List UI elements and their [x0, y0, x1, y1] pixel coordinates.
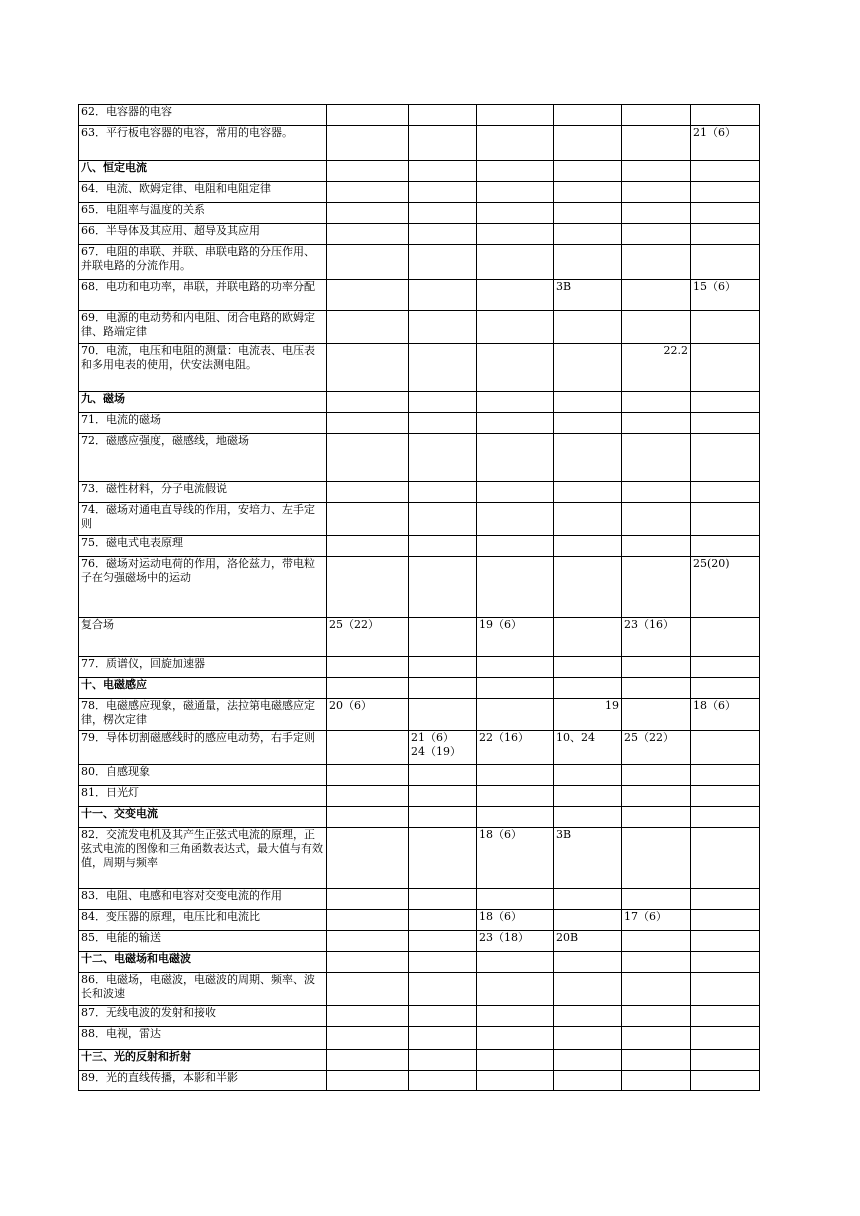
score-cell [622, 482, 691, 503]
score-cell [554, 678, 622, 699]
score-cell [477, 536, 554, 557]
score-cell: 18（6） [691, 699, 760, 731]
score-cell [327, 224, 409, 245]
score-cell [622, 931, 691, 952]
score-cell: 3B [554, 828, 622, 889]
score-cell [554, 392, 622, 413]
score-cell [622, 1071, 691, 1091]
score-cell [691, 807, 760, 828]
score-cell [554, 245, 622, 280]
score-cell [327, 786, 409, 807]
score-cell [691, 1050, 760, 1071]
score-cell [409, 503, 477, 536]
score-cell [327, 678, 409, 699]
score-cell [477, 182, 554, 203]
score-cell: 18（6） [477, 910, 554, 931]
score-cell [622, 503, 691, 536]
table-row [79, 786, 760, 807]
score-cell [691, 952, 760, 973]
score-cell [327, 203, 409, 224]
score-cell [477, 280, 554, 311]
topic-cell: 89．光的直线传播，本影和半影 [79, 1071, 327, 1091]
score-cell: 17（6） [622, 910, 691, 931]
score-cell [409, 889, 477, 910]
score-cell [691, 311, 760, 344]
score-cell [327, 1050, 409, 1071]
score-cell [622, 1006, 691, 1027]
table-row [79, 910, 760, 931]
score-cell: 23（18） [477, 931, 554, 952]
score-cell [554, 182, 622, 203]
topic-cell: 83．电阻、电感和电容对交变电流的作用 [79, 889, 327, 910]
score-cell [691, 105, 760, 126]
score-cell [409, 280, 477, 311]
score-cell [691, 889, 760, 910]
topic-cell: 62．电容器的电容 [79, 105, 327, 126]
score-cell [477, 807, 554, 828]
score-cell [554, 889, 622, 910]
score-cell [409, 1027, 477, 1050]
score-cell [409, 973, 477, 1006]
score-cell [477, 413, 554, 434]
score-cell [477, 1071, 554, 1091]
topic-cell: 73．磁性材料，分子电流假说 [79, 482, 327, 503]
score-cell [477, 344, 554, 392]
score-cell [477, 678, 554, 699]
score-cell [327, 1006, 409, 1027]
score-cell [622, 203, 691, 224]
table-row [79, 126, 760, 161]
topic-cell: 78．电磁感应现象，磁通量，法拉第电磁感应定律，楞次定律 [79, 699, 327, 731]
topic-cell: 87．无线电波的发射和接收 [79, 1006, 327, 1027]
score-cell [409, 126, 477, 161]
score-cell [554, 952, 622, 973]
score-cell: 23（16） [622, 618, 691, 657]
table-row [79, 931, 760, 952]
topic-cell: 64．电流、欧姆定律、电阻和电阻定律 [79, 182, 327, 203]
section-row [79, 161, 760, 182]
score-cell [327, 973, 409, 1006]
score-cell [622, 105, 691, 126]
score-cell [477, 126, 554, 161]
table-row [79, 203, 760, 224]
score-cell [409, 182, 477, 203]
score-cell [622, 699, 691, 731]
table-row [79, 1071, 760, 1091]
topic-cell: 74．磁场对通电直导线的作用，安培力、左手定则 [79, 503, 327, 536]
score-cell [409, 344, 477, 392]
table-row [79, 731, 760, 765]
score-cell [622, 807, 691, 828]
score-cell [409, 224, 477, 245]
score-cell [554, 910, 622, 931]
score-cell [554, 657, 622, 678]
topic-cell: 68．电功和电功率，串联，并联电路的功率分配 [79, 280, 327, 311]
topic-cell: 67．电阻的串联、并联、串联电路的分压作用、并联电路的分流作用。 [79, 245, 327, 280]
score-cell [409, 557, 477, 618]
score-cell [554, 126, 622, 161]
score-cell [691, 434, 760, 482]
table-row [79, 344, 760, 392]
score-cell [327, 807, 409, 828]
score-cell [622, 245, 691, 280]
score-cell [409, 392, 477, 413]
topic-cell: 75．磁电式电表原理 [79, 536, 327, 557]
score-cell [691, 657, 760, 678]
score-cell [409, 105, 477, 126]
score-cell [691, 786, 760, 807]
score-cell [409, 482, 477, 503]
score-cell [554, 224, 622, 245]
topic-cell: 86．电磁场，电磁波，电磁波的周期、频率、波长和波速 [79, 973, 327, 1006]
section-row [79, 392, 760, 413]
section-heading: 九、磁场 [79, 392, 327, 413]
score-cell [327, 765, 409, 786]
table-row [79, 765, 760, 786]
score-cell: 15（6） [691, 280, 760, 311]
topic-cell: 72．磁感应强度，磁感线，地磁场 [79, 434, 327, 482]
score-cell [409, 910, 477, 931]
score-cell [622, 536, 691, 557]
score-cell [327, 182, 409, 203]
score-cell [691, 203, 760, 224]
score-cell [691, 482, 760, 503]
section-row [79, 807, 760, 828]
topic-cell: 76．磁场对运动电荷的作用，洛伦兹力，带电粒子在匀强磁场中的运动 [79, 557, 327, 618]
section-heading: 十二、电磁场和电磁波 [79, 952, 327, 973]
score-cell [477, 786, 554, 807]
score-cell [691, 161, 760, 182]
table-row [79, 482, 760, 503]
score-cell: 10、24 [554, 731, 622, 765]
section-row [79, 952, 760, 973]
topic-cell: 85．电能的输送 [79, 931, 327, 952]
score-cell [327, 657, 409, 678]
score-cell [477, 657, 554, 678]
score-cell [477, 311, 554, 344]
score-cell [691, 618, 760, 657]
score-cell [622, 434, 691, 482]
score-cell [554, 807, 622, 828]
score-cell [327, 161, 409, 182]
table-row [79, 889, 760, 910]
score-cell [622, 557, 691, 618]
score-cell [691, 1071, 760, 1091]
score-cell [622, 1050, 691, 1071]
score-cell: 19 [554, 699, 622, 731]
score-cell [327, 280, 409, 311]
score-cell [554, 1050, 622, 1071]
score-cell [327, 311, 409, 344]
score-cell: 25(20) [691, 557, 760, 618]
topic-cell: 84．变压器的原理，电压比和电流比 [79, 910, 327, 931]
score-cell [691, 828, 760, 889]
table-row [79, 105, 760, 126]
score-cell [622, 889, 691, 910]
score-cell [554, 973, 622, 1006]
score-cell [409, 311, 477, 344]
topic-cell: 82．交流发电机及其产生正弦式电流的原理，正弦式电流的图像和三角函数表达式，最大值与有效值，周期与频率 [79, 828, 327, 889]
score-cell [409, 699, 477, 731]
score-cell [554, 105, 622, 126]
score-cell [691, 1006, 760, 1027]
score-cell [409, 434, 477, 482]
score-cell [327, 557, 409, 618]
score-cell [622, 161, 691, 182]
topic-cell: 70．电流，电压和电阻的测量：电流表、电压表和多用电表的使用，伏安法测电阻。 [79, 344, 327, 392]
score-cell [477, 1027, 554, 1050]
topic-cell: 69．电源的电动势和内电阻、闭合电路的欧姆定律、路端定律 [79, 311, 327, 344]
score-cell [477, 434, 554, 482]
score-cell [554, 557, 622, 618]
score-cell [327, 105, 409, 126]
score-cell [327, 889, 409, 910]
table-row [79, 503, 760, 536]
score-cell [554, 482, 622, 503]
score-cell [622, 973, 691, 1006]
topic-cell: 88．电视，雷达 [79, 1027, 327, 1050]
table-row [79, 245, 760, 280]
score-cell [554, 161, 622, 182]
syllabus-table [78, 104, 760, 1091]
section-row [79, 1050, 760, 1071]
score-cell [622, 952, 691, 973]
topic-cell: 复合场 [79, 618, 327, 657]
score-cell [622, 126, 691, 161]
score-cell [327, 344, 409, 392]
score-cell [691, 392, 760, 413]
score-cell [327, 910, 409, 931]
score-cell [691, 973, 760, 1006]
score-cell [477, 699, 554, 731]
table-row [79, 557, 760, 618]
score-cell [554, 786, 622, 807]
score-cell [622, 182, 691, 203]
score-cell [554, 1071, 622, 1091]
score-cell [622, 786, 691, 807]
table-row [79, 699, 760, 731]
score-cell [554, 503, 622, 536]
topic-cell: 66．半导体及其应用、超导及其应用 [79, 224, 327, 245]
score-cell [327, 1027, 409, 1050]
score-cell [327, 245, 409, 280]
score-cell [327, 503, 409, 536]
score-cell: 22.2 [622, 344, 691, 392]
score-cell [409, 931, 477, 952]
score-cell: 20B [554, 931, 622, 952]
score-cell [622, 413, 691, 434]
score-cell [691, 910, 760, 931]
score-cell [691, 503, 760, 536]
score-cell [477, 245, 554, 280]
score-cell [477, 765, 554, 786]
score-cell [622, 657, 691, 678]
score-cell [327, 828, 409, 889]
table-row [79, 618, 760, 657]
score-cell [409, 1071, 477, 1091]
score-cell [554, 434, 622, 482]
table-row [79, 182, 760, 203]
score-cell [327, 126, 409, 161]
table-row [79, 311, 760, 344]
score-cell [409, 245, 477, 280]
score-cell [691, 731, 760, 765]
score-cell [622, 311, 691, 344]
score-cell [409, 786, 477, 807]
score-cell: 25（22） [622, 731, 691, 765]
score-cell [691, 344, 760, 392]
table-row [79, 413, 760, 434]
score-cell [477, 1006, 554, 1027]
score-cell [477, 482, 554, 503]
table-row [79, 224, 760, 245]
score-cell [691, 765, 760, 786]
table-row [79, 973, 760, 1006]
score-cell [477, 161, 554, 182]
score-cell [691, 182, 760, 203]
score-cell [554, 344, 622, 392]
score-cell [409, 618, 477, 657]
score-cell: 20（6） [327, 699, 409, 731]
table-row [79, 828, 760, 889]
score-cell: 25（22） [327, 618, 409, 657]
score-cell [327, 392, 409, 413]
score-cell [622, 828, 691, 889]
score-cell [327, 952, 409, 973]
score-cell [409, 952, 477, 973]
score-cell [554, 1027, 622, 1050]
score-cell [691, 536, 760, 557]
table-body [79, 105, 760, 1091]
table-row [79, 280, 760, 311]
score-cell [554, 618, 622, 657]
section-heading: 十三、光的反射和折射 [79, 1050, 327, 1071]
score-cell: 3B [554, 280, 622, 311]
table-row [79, 434, 760, 482]
score-cell [327, 731, 409, 765]
score-cell [477, 1050, 554, 1071]
score-cell [409, 1050, 477, 1071]
score-cell [554, 536, 622, 557]
score-cell [409, 1006, 477, 1027]
section-heading: 十、电磁感应 [79, 678, 327, 699]
score-cell [622, 1027, 691, 1050]
table-row [79, 536, 760, 557]
section-row [79, 678, 760, 699]
score-cell [477, 889, 554, 910]
score-cell [622, 765, 691, 786]
section-heading: 十一、交变电流 [79, 807, 327, 828]
score-cell: 21（6） [691, 126, 760, 161]
topic-cell: 81．日光灯 [79, 786, 327, 807]
score-cell [554, 203, 622, 224]
score-cell [477, 557, 554, 618]
score-cell [409, 657, 477, 678]
topic-cell: 77．质谱仪，回旋加速器 [79, 657, 327, 678]
score-cell: 22（16） [477, 731, 554, 765]
score-cell [691, 245, 760, 280]
score-cell [554, 1006, 622, 1027]
topic-cell: 63．平行板电容器的电容，常用的电容器。 [79, 126, 327, 161]
score-cell [554, 765, 622, 786]
topic-cell: 80．自感现象 [79, 765, 327, 786]
score-cell [327, 434, 409, 482]
score-cell [409, 765, 477, 786]
score-cell [477, 224, 554, 245]
score-cell [477, 973, 554, 1006]
topic-cell: 71．电流的磁场 [79, 413, 327, 434]
score-cell [691, 678, 760, 699]
topic-cell: 79．导体切割磁感线时的感应电动势，右手定则 [79, 731, 327, 765]
section-heading: 八、恒定电流 [79, 161, 327, 182]
score-cell [622, 280, 691, 311]
score-cell [409, 828, 477, 889]
score-cell [327, 931, 409, 952]
score-cell: 19（6） [477, 618, 554, 657]
score-cell [409, 203, 477, 224]
score-cell [622, 392, 691, 413]
score-cell [691, 931, 760, 952]
score-cell [327, 536, 409, 557]
score-cell [477, 392, 554, 413]
score-cell [477, 203, 554, 224]
score-cell [409, 807, 477, 828]
score-cell: 21（6） 24（19） [409, 731, 477, 765]
score-cell [409, 536, 477, 557]
score-cell [477, 503, 554, 536]
table-row [79, 657, 760, 678]
score-cell [691, 224, 760, 245]
score-cell [409, 161, 477, 182]
score-cell [327, 1071, 409, 1091]
score-cell: 18（6） [477, 828, 554, 889]
table-row [79, 1027, 760, 1050]
table-row [79, 1006, 760, 1027]
score-cell [409, 678, 477, 699]
score-cell [554, 413, 622, 434]
topic-cell: 65．电阻率与温度的关系 [79, 203, 327, 224]
score-cell [409, 413, 477, 434]
score-cell [691, 413, 760, 434]
score-cell [622, 678, 691, 699]
score-cell [622, 224, 691, 245]
score-cell [327, 413, 409, 434]
score-cell [327, 482, 409, 503]
score-cell [691, 1027, 760, 1050]
score-cell [477, 105, 554, 126]
score-cell [477, 952, 554, 973]
score-cell [554, 311, 622, 344]
